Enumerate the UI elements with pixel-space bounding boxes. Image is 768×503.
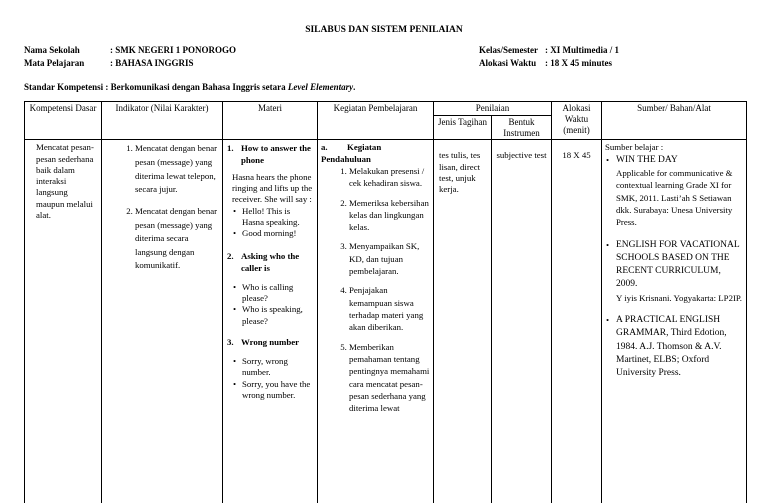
nama-sekolah-value: : SMK NEGERI 1 PONOROGO bbox=[110, 45, 237, 55]
cell-materi bbox=[223, 140, 318, 503]
standar-level: Level Elementary bbox=[287, 82, 354, 92]
standar-kompetensi bbox=[24, 82, 355, 93]
standar-suffix: . bbox=[353, 82, 356, 92]
list-item: • Good morning! bbox=[232, 228, 314, 239]
kelas-label: Kelas/Semester bbox=[479, 45, 538, 55]
cell-kegiatan bbox=[318, 140, 434, 503]
cell-jenis bbox=[434, 140, 492, 503]
syllabus-table bbox=[24, 101, 747, 503]
standar-prefix: Standar Kompetensi : Berkomunikasi dengan Bahasa Inggris setara bbox=[24, 82, 288, 92]
kegiatan-heading-text: Kegiatan Pendahuluan bbox=[321, 142, 382, 164]
header-penilaian: Penilaian bbox=[434, 102, 552, 116]
materi-heading-text: How to answer the phone bbox=[241, 143, 311, 165]
kelas-value: : XI Multimedia / 1 bbox=[545, 45, 619, 55]
materi-heading-3: 3. Wrong number bbox=[227, 336, 300, 347]
cell-sumber bbox=[602, 140, 747, 503]
cell-bentuk bbox=[492, 140, 552, 503]
header-indikator: Indikator (Nilai Karakter) bbox=[102, 102, 223, 140]
kegiatan-item: 3. Menyampaikan SK, KD, dan tujuan pembelajaran. bbox=[349, 240, 430, 277]
sumber-title: • A PRACTICAL ENGLISH GRAMMAR, Third Edotion, 1984. A.J. Thomson & A.V. Martinet, ELBS; Oxford University Press. bbox=[616, 315, 727, 379]
header-sumber: Sumber/ Bahan/Alat bbox=[602, 102, 747, 140]
cell-alokasi bbox=[552, 140, 602, 503]
sumber-intro: Sumber belajar : bbox=[605, 142, 664, 153]
list-item: • Who is calling please? bbox=[232, 282, 314, 305]
header-kegiatan: Kegiatan Pembelajaran bbox=[318, 102, 434, 140]
mata-pelajaran-value: : BAHASA INGGRIS bbox=[110, 58, 194, 68]
table-row bbox=[25, 140, 747, 503]
page-title: SILABUS DAN SISTEM PENILAIAN bbox=[305, 25, 463, 35]
list-item: • Sorry, wrong number. bbox=[232, 356, 314, 379]
list-item: • Sorry, you have the wrong number. bbox=[232, 379, 314, 402]
header-materi: Materi bbox=[223, 102, 318, 140]
alokasi-value: : 18 X 45 minutes bbox=[545, 58, 612, 68]
cell-kompetensi bbox=[25, 140, 102, 503]
kompetensi-text: Mencatat pesan-pesan sederhana baik dalam interaksi langsung maupun melalui alat. bbox=[36, 142, 94, 220]
kegiatan-item: 1. Melakukan presensi / cek kehadiran siswa. bbox=[349, 165, 430, 190]
sumber-title: • ENGLISH FOR VACATIONAL SCHOOLS BASED ON THE RECENT CURRICULUM, 2009. bbox=[616, 239, 740, 290]
kegiatan-item: 5. Memberikan pemahaman tentang pentingnya memahami cara mencatat pesan-pesan sederhana yang diterima lewat bbox=[349, 341, 430, 415]
indikator-item: 2. Mencatat dengan benar pesan (message) yang diterima secara langsung dengan komunikatif. bbox=[135, 205, 219, 273]
indikator-item: 1. Mencatat dengan benar pesan (message) yang diterima lewat telepon, secara jujur. bbox=[135, 142, 219, 197]
header-kompetensi: Kompetensi Dasar bbox=[25, 102, 102, 140]
list-item: • Hello! This is Hasna speaking. bbox=[232, 206, 314, 229]
header-bentuk: Bentuk Instrumen bbox=[492, 115, 552, 140]
sumber-detail: Applicable for communicative & contextual learning Grade XI for SMK, 2011. Lasti’ah S Setiawan dkk. Surabaya: Unesa University Press. bbox=[616, 167, 733, 228]
sumber-title: • WIN THE DAY bbox=[616, 154, 678, 165]
header-jenis: Jenis Tagihan bbox=[434, 115, 492, 140]
kegiatan-item: 2. Memeriksa kebersihan kelas dan lingkungan kelas. bbox=[349, 197, 430, 234]
cell-indikator bbox=[102, 140, 223, 503]
materi-text: Hasna hears the phone ringing and lifts up the receiver. She will say : bbox=[232, 171, 313, 205]
list-item bbox=[605, 154, 743, 229]
alokasi-label: Alokasi Waktu bbox=[479, 58, 537, 68]
mata-pelajaran-label: Mata Pelajaran bbox=[24, 58, 85, 68]
jenis-text: tes tulis, tes lisan, direct test, unjuk kerja. bbox=[439, 150, 481, 195]
kegiatan-heading bbox=[321, 142, 430, 165]
nama-sekolah-label: Nama Sekolah bbox=[24, 45, 80, 55]
alokasi-text: 18 X 45 bbox=[562, 150, 591, 161]
bentuk-text: subjective test bbox=[496, 150, 547, 161]
header-alokasi: Alokasi Waktu (menit) bbox=[552, 102, 602, 140]
sumber-detail: Y iyis Krisnani. Yogyakarta: LP2IP. bbox=[616, 292, 743, 303]
materi-heading-text: Asking who the caller is bbox=[241, 251, 300, 273]
list-item: • Who is speaking, please? bbox=[232, 304, 314, 327]
list-item bbox=[605, 314, 743, 380]
kegiatan-item: 4. Penjajakan kemampuan siswa terhadap materi yang akan diberikan. bbox=[349, 284, 430, 333]
kegiatan-letter: a. bbox=[321, 142, 328, 153]
list-item bbox=[605, 239, 743, 305]
materi-heading-2: 2. Asking who the caller is bbox=[227, 251, 300, 273]
materi-heading-1: 1. How to answer the phone bbox=[227, 143, 311, 165]
materi-heading-text: Wrong number bbox=[241, 336, 300, 347]
